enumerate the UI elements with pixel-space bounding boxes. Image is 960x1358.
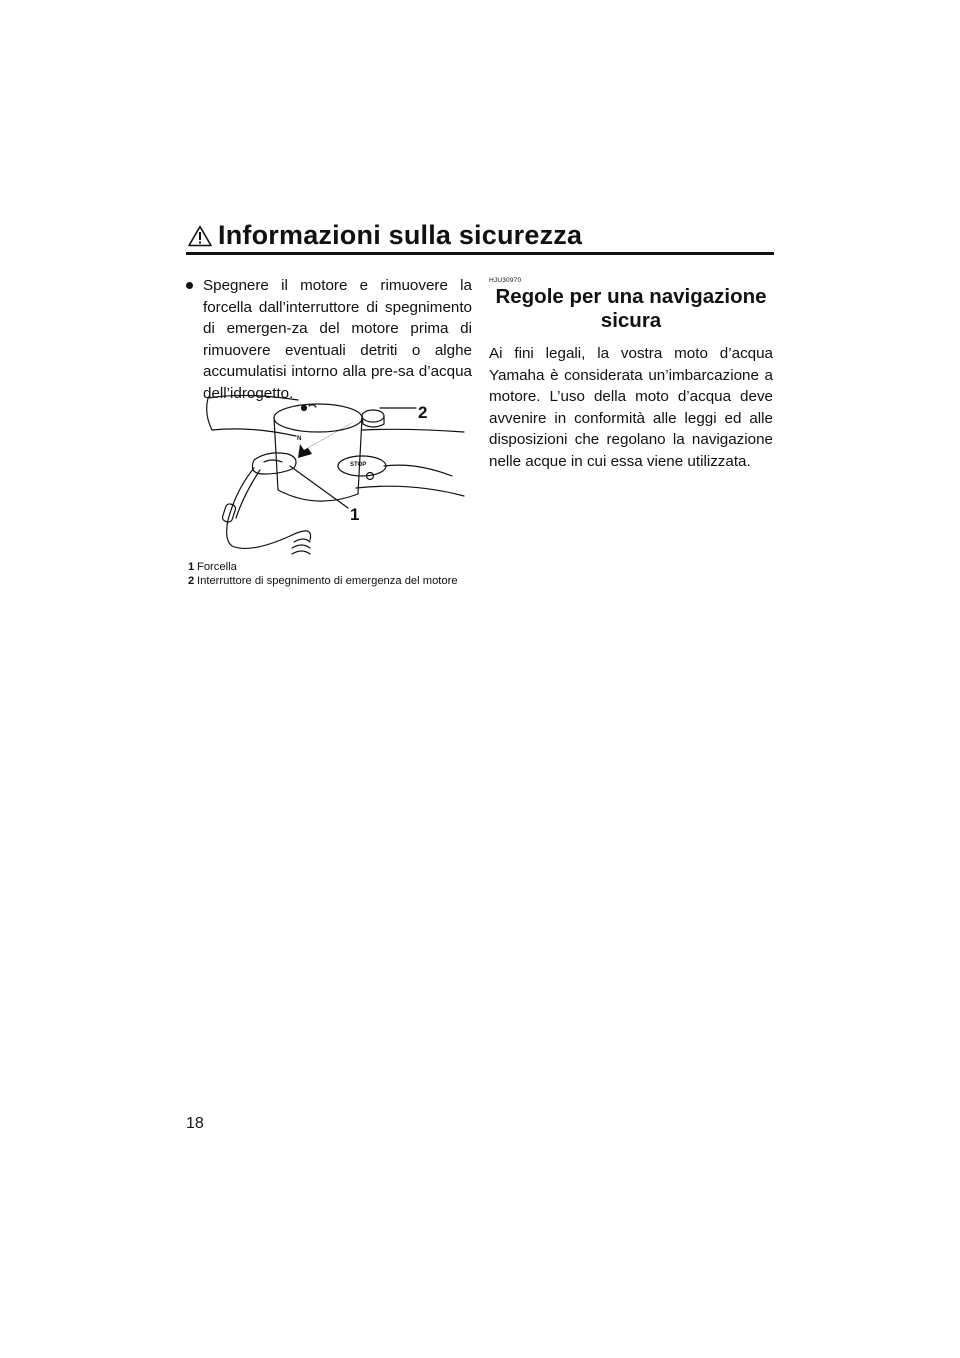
illustration-handlebar-stop-switch bbox=[206, 370, 468, 560]
page-number: 18 bbox=[186, 1115, 204, 1132]
legend-item bbox=[188, 575, 478, 589]
right-column bbox=[489, 277, 773, 473]
legend-text: Forcella bbox=[197, 561, 237, 573]
callout-2: 2 bbox=[418, 403, 428, 422]
stop-switch-label: STOP bbox=[350, 462, 367, 468]
legend-item bbox=[188, 561, 478, 575]
bullet-text: Spegnere il motore e rimuovere la forcella dall’interruttore di spegnimento di emergen-za del motore prima di rimuovere eventuali detriti o alghe accumulatisi intorno alla pre-sa d’acqua dell’idrogetto. bbox=[203, 277, 472, 402]
page-header bbox=[186, 222, 774, 256]
dial-letter: N bbox=[297, 436, 302, 442]
figure-legend bbox=[188, 561, 478, 588]
header-rule bbox=[186, 252, 774, 255]
legend-number: 2 bbox=[188, 574, 195, 587]
legend-text: Interruttore di spegnimento di emergenza del motore bbox=[197, 574, 458, 587]
bullet-dot bbox=[186, 282, 193, 289]
callout-1: 1 bbox=[350, 505, 360, 524]
page-title: Informazioni sulla sicurezza bbox=[218, 220, 583, 250]
body-paragraph: Ai fini legali, la vostra moto d’acqua Yamaha è considerata un’imbarcazione a motore. L’uso della moto d’acqua deve avvenire in conformità alle leggi ed alle disposizioni che regolano la navigazione nelle acque in cui essa viene utilizzata. bbox=[489, 345, 773, 470]
reference-code: HJU30970 bbox=[489, 277, 522, 284]
section-title: Regole per una navigazione sicura bbox=[495, 285, 767, 332]
legend-number: 1 bbox=[188, 561, 195, 573]
warning-triangle-icon bbox=[188, 225, 212, 247]
